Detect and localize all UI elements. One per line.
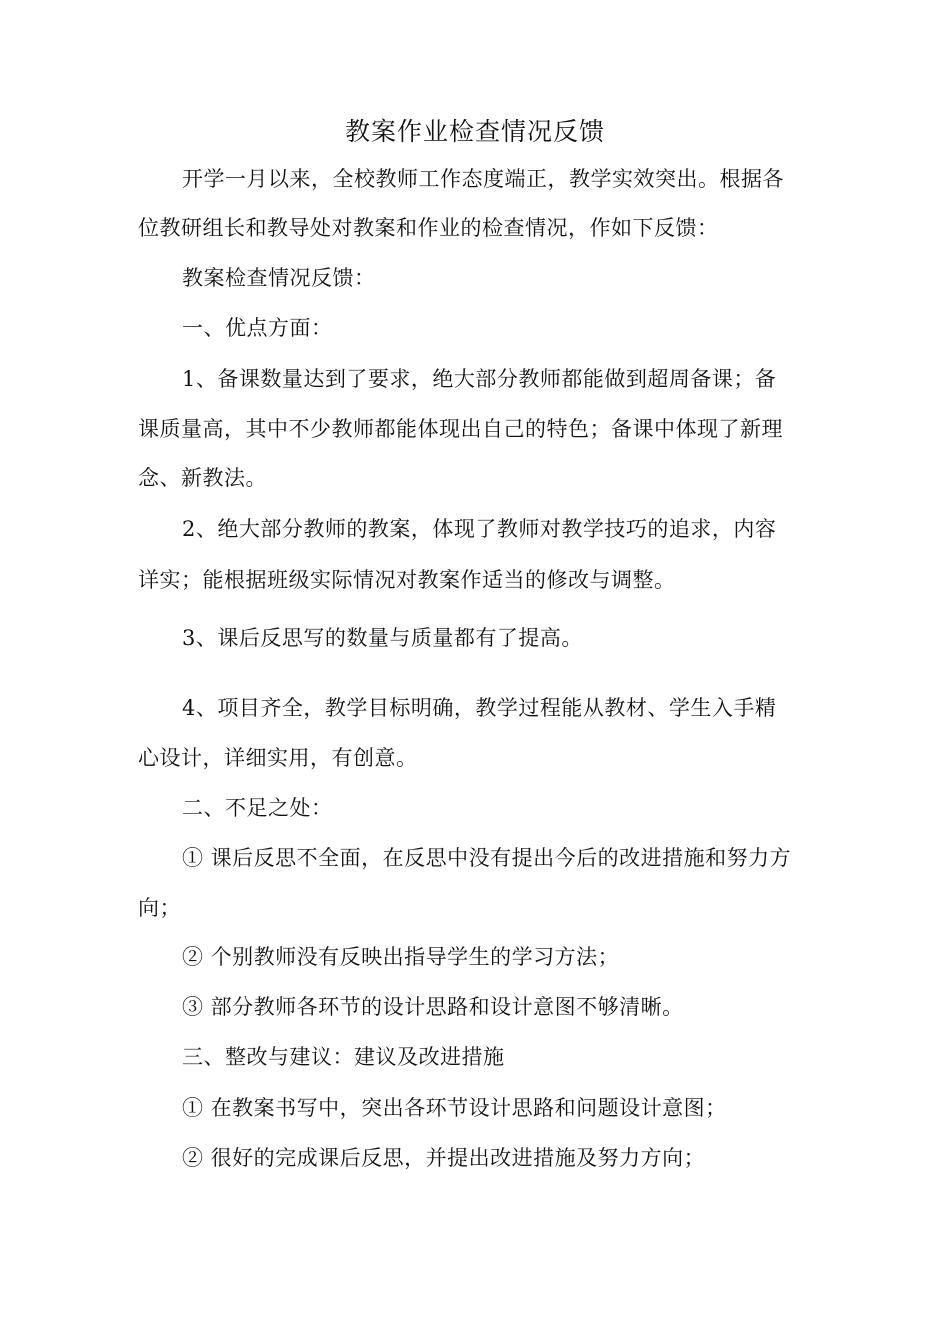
list-item: ② 个别教师没有反映出指导学生的学习方法； [182,945,620,969]
section-heading: 二、不足之处： [182,796,333,820]
section-heading: 三、整改与建议：建议及改进措施 [182,1045,505,1069]
paragraph-line: 2、绝大部分教师的教案，体现了教师对教学技巧的追求，内容 [182,517,777,541]
list-item: ② 很好的完成课后反思，并提出改进措施及努力方向； [182,1146,706,1170]
list-item: ③ 部分教师各环节的设计思路和设计意图不够清晰。 [182,995,684,1019]
paragraph-line: 3、课后反思写的数量与质量都有了提高。 [182,626,583,650]
section-heading: 一、优点方面： [182,316,333,340]
paragraph-line: 详实；能根据班级实际情况对教案作适当的修改与调整。 [138,568,676,592]
paragraph-line: 1、备课数量达到了要求，绝大部分教师都能做到超周备课；备 [182,367,777,391]
list-item: ① 课后反思不全面，在反思中没有提出今后的改进措施和努力方 [182,846,792,870]
section-heading: 教案检查情况反馈： [182,266,376,290]
paragraph-line: 4、项目齐全，教学目标明确，教学过程能从教材、学生入手精 [182,696,777,720]
list-item-continuation: 向； [138,896,181,920]
paragraph-line: 开学一月以来，全校教师工作态度端正，教学实效突出。根据各 [182,167,784,191]
paragraph-line: 课质量高，其中不少教师都能体现出自己的特色；备课中体现了新理 [138,417,783,441]
paragraph-line: 念、新教法。 [138,466,267,490]
document-title: 教案作业检查情况反馈 [344,117,605,146]
list-item: ① 在教案书写中，突出各环节设计思路和问题设计意图； [182,1096,727,1120]
paragraph-line: 心设计，详细实用，有创意。 [138,746,418,770]
paragraph-line: 位教研组长和教导处对教案和作业的检查情况，作如下反馈： [138,216,719,240]
